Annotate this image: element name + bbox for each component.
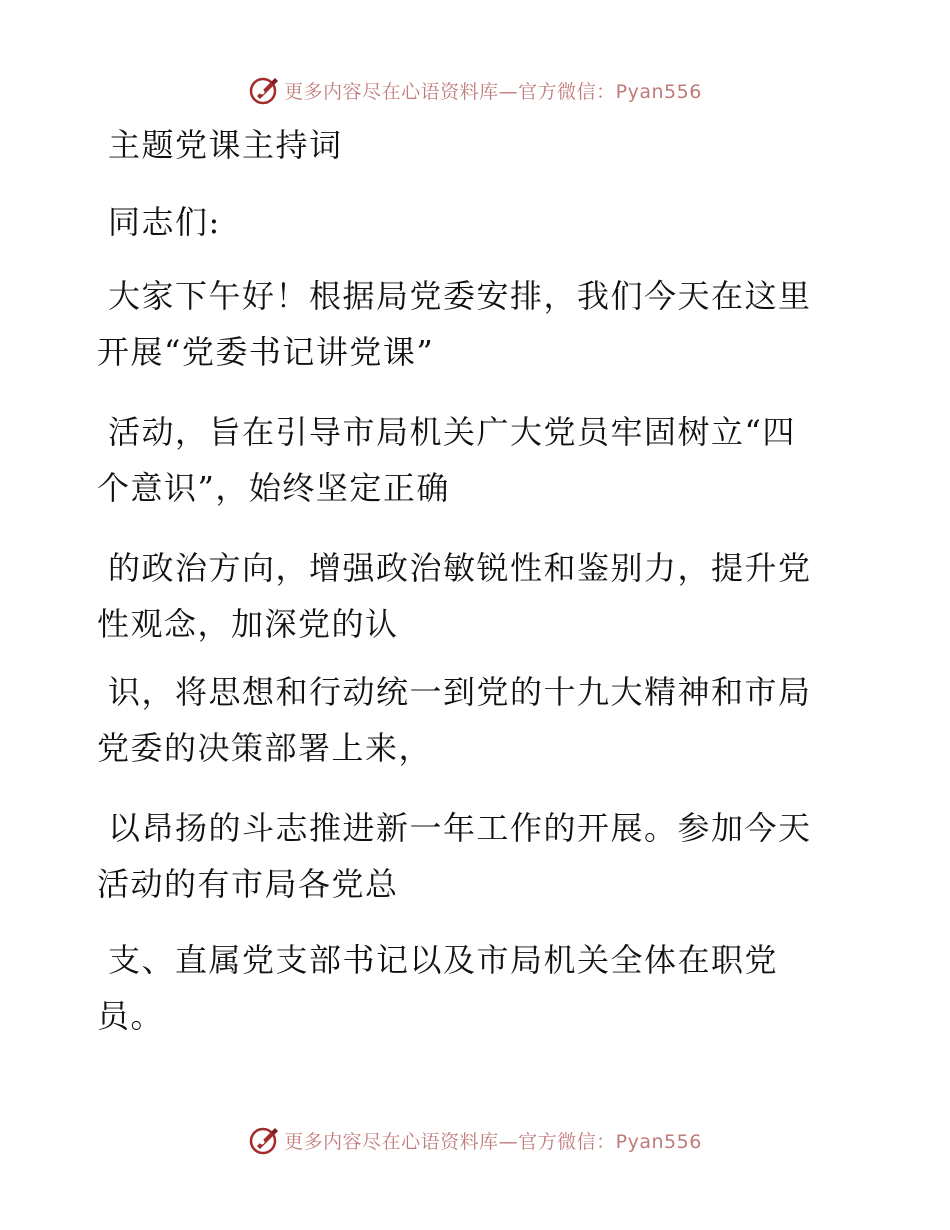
paragraph-line: 以昂扬的斗志推进新一年工作的开展。参加今天 bbox=[108, 809, 812, 847]
pen-logo-icon bbox=[248, 74, 280, 106]
paragraph-line: 党委的决策部署上来， bbox=[97, 729, 433, 767]
greeting: 同志们: bbox=[108, 203, 221, 241]
paragraph-line: 支、直属党支部书记以及市局机关全体在职党 bbox=[108, 941, 779, 979]
paragraph-line: 活动，旨在引导市局机关广大党员牢固树立“四 bbox=[108, 413, 796, 451]
footer-banner bbox=[0, 1120, 950, 1160]
paragraph-line: 的政治方向，增强政治敏锐性和鉴别力，提升党 bbox=[108, 549, 812, 587]
paragraph-line: 大家下午好！根据局党委安排，我们今天在这里 bbox=[108, 277, 812, 315]
banner-text: 更多内容尽在心语资料库—官方微信：Pyan556 bbox=[284, 80, 702, 103]
paragraph-line: 识，将思想和行动统一到党的十九大精神和市局 bbox=[108, 673, 812, 711]
paragraph-line: 开展“党委书记讲党课” bbox=[97, 333, 435, 371]
paragraph-line: 性观念，加深党的认 bbox=[97, 605, 399, 643]
document-title: 主题党课主持词 bbox=[108, 126, 343, 164]
pen-logo-icon bbox=[248, 1124, 280, 1156]
paragraph-line: 员。 bbox=[97, 997, 165, 1035]
banner-text: 更多内容尽在心语资料库—官方微信：Pyan556 bbox=[284, 1130, 702, 1153]
header-banner bbox=[0, 70, 950, 110]
paragraph-line: 个意识”，始终坚定正确 bbox=[97, 469, 450, 507]
paragraph-line: 活动的有市局各党总 bbox=[97, 865, 399, 903]
